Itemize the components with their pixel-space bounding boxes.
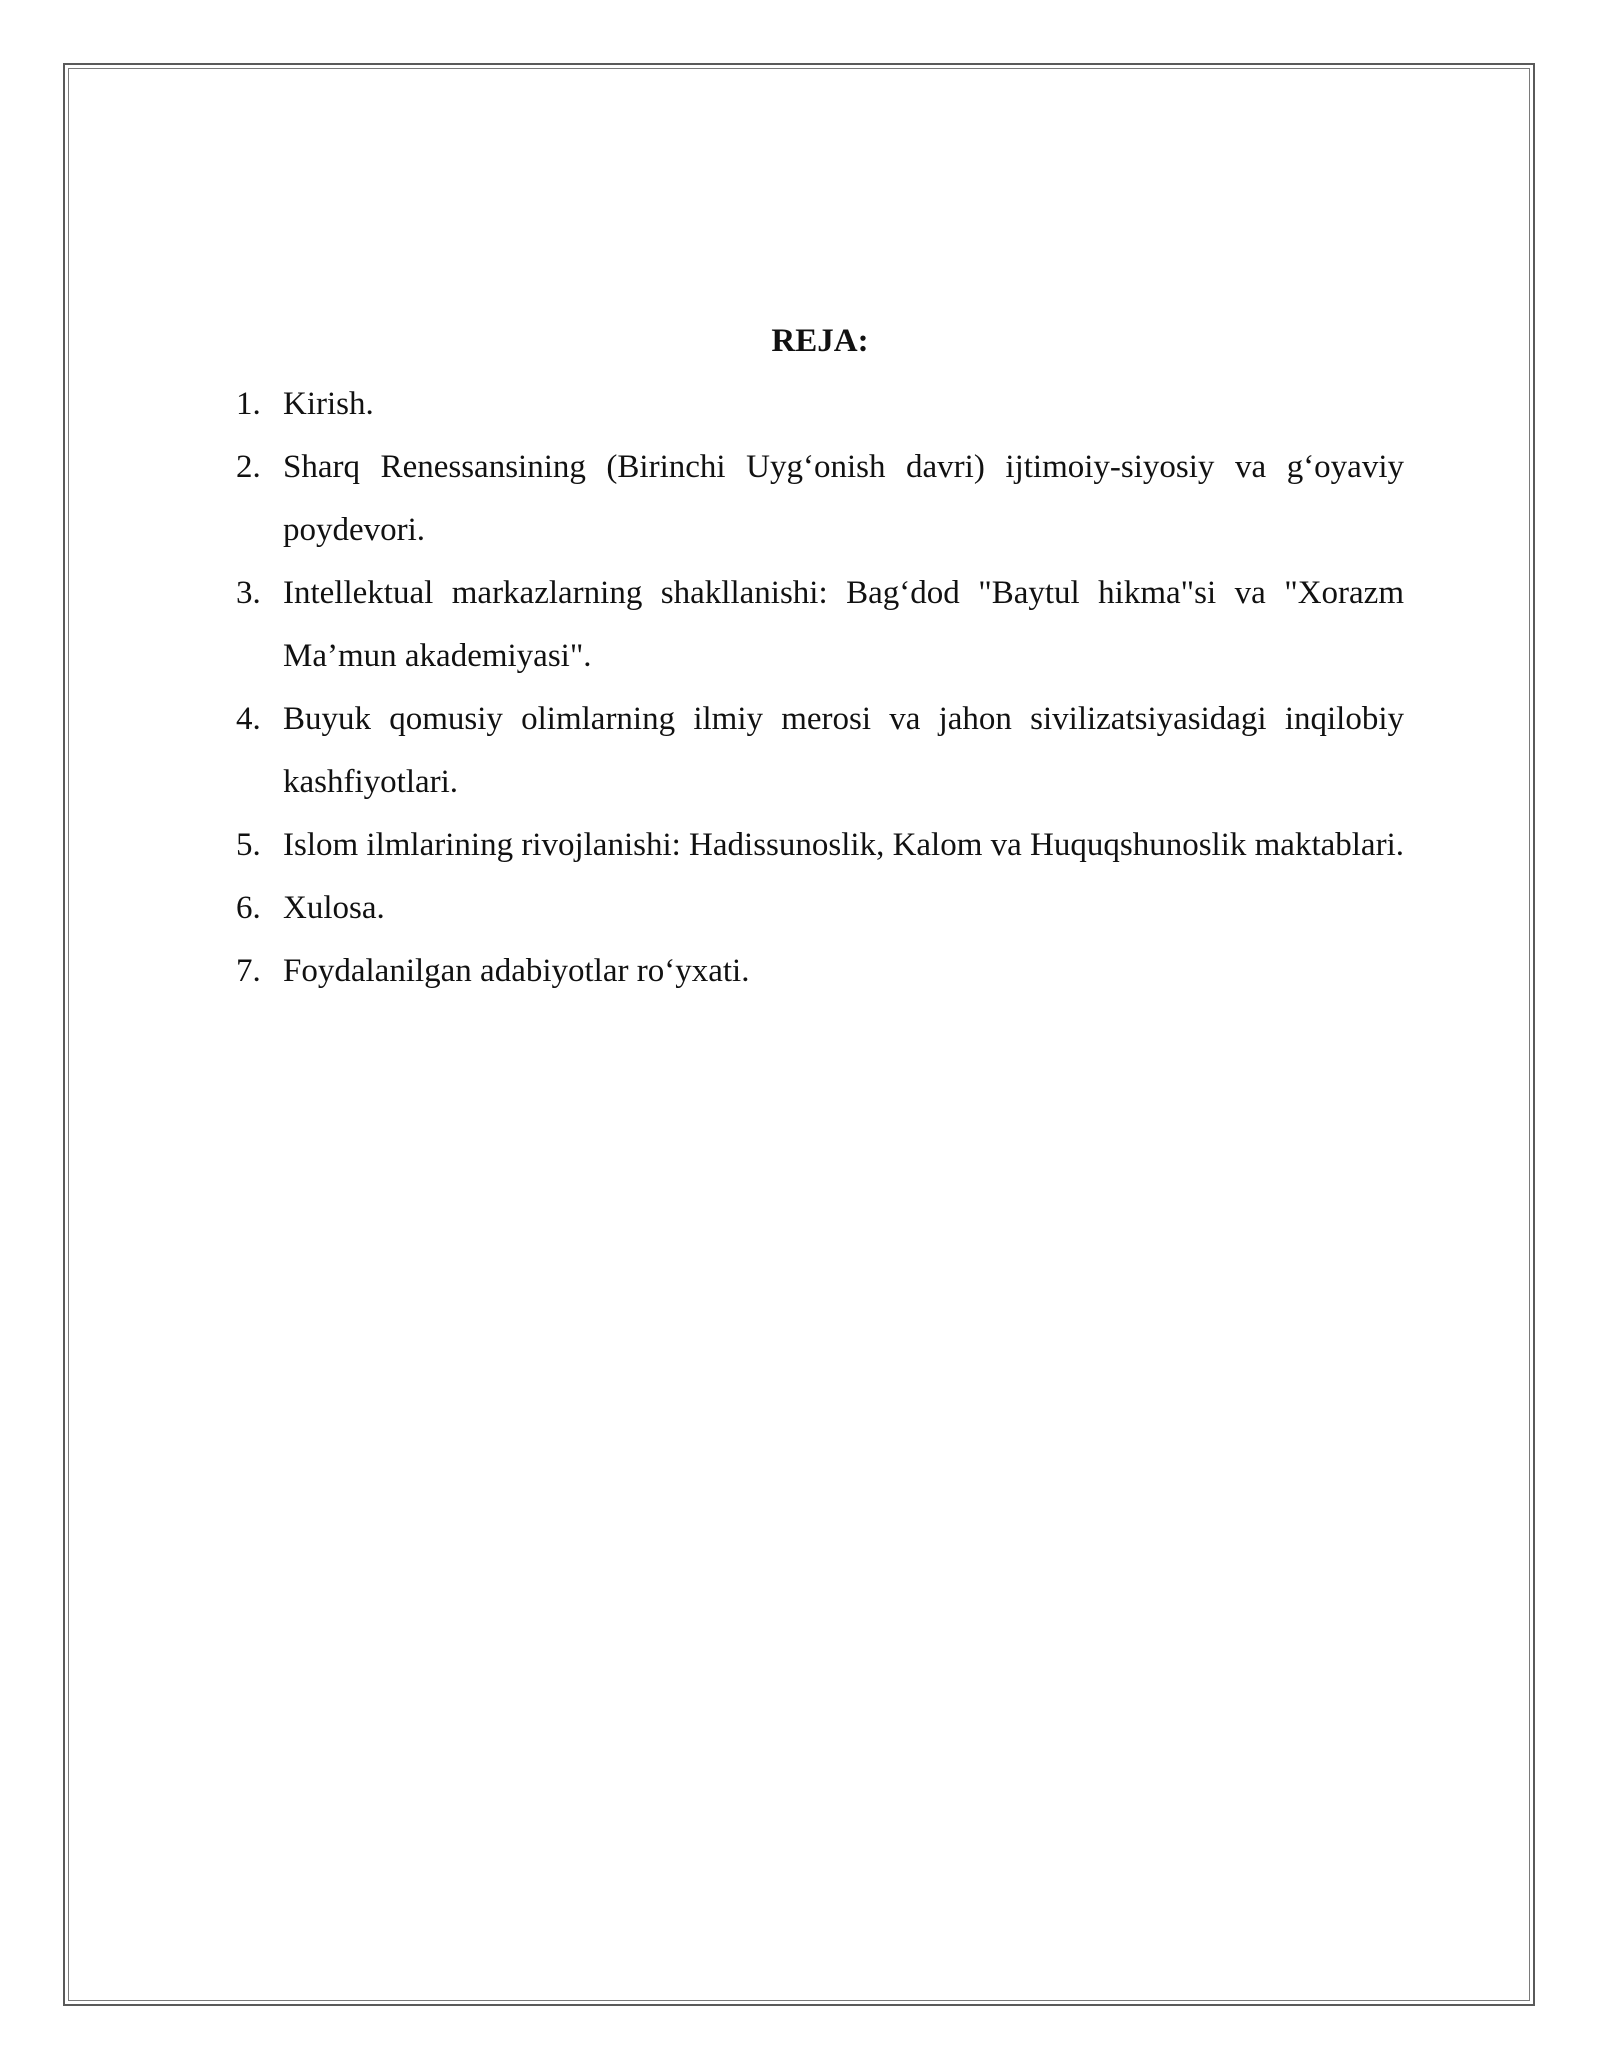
- plan-item-text: Intellektual markazlarning shakllanishi: Bag‘dod "Baytul hikma"si va "Xorazm Ma’mun akademiyasi".: [283, 575, 1404, 674]
- plan-item-text: Buyuk qomusiy olimlarning ilmiy merosi va jahon sivilizatsiyasidagi inqilobiy kashfiyotlari.: [283, 701, 1404, 800]
- plan-item-1: [236, 373, 1404, 436]
- plan-item-number: 2.: [236, 449, 261, 485]
- plan-item-number: 1.: [236, 386, 261, 422]
- plan-title: REJA:: [771, 323, 869, 359]
- plan-item-3: [236, 562, 1404, 688]
- plan-item-text: Islom ilmlarining rivojlanishi: Hadissunoslik, Kalom va Huquqshunoslik maktablari.: [283, 827, 1404, 863]
- plan-item-5: [236, 814, 1404, 877]
- plan-item-7: [236, 940, 1404, 1003]
- plan-item-number: 4.: [236, 701, 261, 737]
- plan-item-2: [236, 436, 1404, 562]
- plan-item-text: Xulosa.: [283, 890, 385, 926]
- plan-item-6: [236, 877, 1404, 940]
- plan-item-text: Foydalanilgan adabiyotlar ro‘yxati.: [283, 953, 750, 989]
- plan-item-number: 5.: [236, 827, 261, 863]
- document-content: [236, 310, 1404, 1003]
- plan-list: [236, 373, 1404, 1003]
- plan-item-number: 6.: [236, 890, 261, 926]
- plan-item-number: 3.: [236, 575, 261, 611]
- plan-item-text: Kirish.: [283, 386, 374, 422]
- plan-item-text: Sharq Renessansining (Birinchi Uyg‘onish davri) ijtimoiy-siyosiy va g‘oyaviy poydevori.: [283, 449, 1404, 548]
- plan-item-number: 7.: [236, 953, 261, 989]
- plan-item-4: [236, 688, 1404, 814]
